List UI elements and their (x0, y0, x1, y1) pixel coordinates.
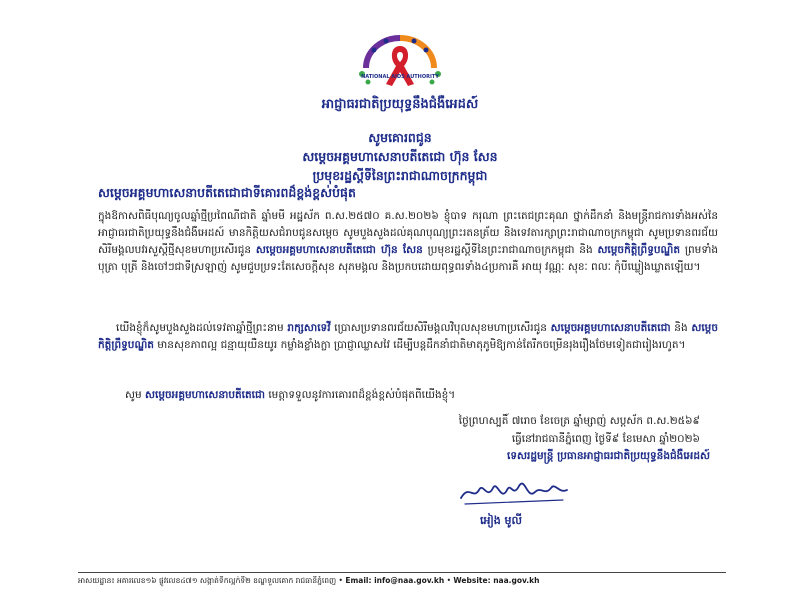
footer-divider (78, 572, 726, 573)
p2-text-b: ប្រោសប្រទានពរជ័យសិរីមង្គលវិបុលសុខមហាប្រសើរជូន (334, 322, 547, 334)
paragraph-1 (98, 208, 718, 276)
p2-name-2: សម្តេចកិត្តិព្រឹទ្ធបណ្ឌិត (98, 322, 719, 351)
recipient-block (0, 128, 800, 185)
logo-caption: NATIONAL AIDS AUTHORITY (361, 74, 439, 80)
p2-text-c: និង (674, 322, 688, 334)
recipient-title: ប្រមុខរដ្ឋស្តីទីនៃព្រះរាជាណាចក្រកម្ពុជា (312, 168, 488, 183)
p1-name-2: សម្តេចកិត្តិព្រឹទ្ធបណ្ឌិត (597, 244, 681, 256)
p1-text-c: ព្រមទាំងបុត្រា បុត្រី និងចៅៗជាទីស្រឡាញ់ សូមជួបប្រទះតែសេចក្តីសុខ សុភមង្គល និងប្រកបដោយពុទ្ធពរទាំង៤ប្រការគឺ អាយុ វណ្ណៈ សុខៈ ពលៈ កុំបីឃ្លៀងឃ្លាតឡើយ។ (98, 244, 718, 273)
p2-text-d: មានសុខភាពល្អ ជន្មាយុយឺនយូរ កម្លាំងខ្លាំងក្លា ប្រាជ្ញាឈ្លាសវៃ ដើម្បីបន្តដឹកនាំជាតិមាតុភូមិឱ្យកាន់តែរីកចម្រើនរុងរឿងថែមទៀតជារៀងរហូត។ (157, 339, 686, 351)
letter-heading: សម្តេចអគ្គមហាសេនាបតីតេជោជាទីគោរពដ៏ខ្ពង់ខ្ពស់បំផុត (98, 185, 356, 200)
p1-text-a: ក្នុងឱកាសពិធីបុណ្យចូលឆ្នាំថ្មីប្រពៃណីជាតិ ឆ្នាំមមី អដ្ឋស័ក ព.ស.២៥៧០ គ.ស.២០២៦ ខ្ញុំបាទ ករុណា ព្រះតេជព្រះគុណ ថ្នាក់ដឹកនាំ និងមន្ត្រីរាជការទាំងអស់នៃអាជ្ញាធរជាតិប្រយុទ្ធនឹងជំងឺអេដស៍ មានកិត្តិយសជំរាបជូនសម្តេច សូមបួងសួងដល់គុណបុណ្យព្រះរតនត្រ័យ និងទេវតារក្សាព្រះរាជាណាចក្រកម្ពុជា សូមប្រទានពរជ័យសិរីមង្គលបវរសួស្តីថ្មីសុខមហាប្រសើរជូន (98, 210, 718, 256)
signer-title: ទេសរដ្ឋមន្ត្រី ប្រធានអាជ្ញាធរជាតិប្រយុទ្ធនឹងជំងឺអេដស៍ (507, 450, 710, 462)
paragraph-2 (98, 320, 718, 354)
p1-name-1: សម្តេចអគ្គមហាសេនាបតីតេជោ ហ៊ុន សែន (255, 244, 423, 256)
footer-address: អាសយដ្ឋាន៖ អគារលេខ១៦ ផ្លូវលេខ៤៧១ សង្កាត់ទឹកល្អក់ទី២ ខណ្ឌទួលគោក រាជធានីភ្នំពេញ • (78, 576, 343, 585)
footer-separator: • (446, 576, 452, 585)
footer (78, 576, 726, 587)
closing-text-a: សូម (125, 389, 142, 401)
handwritten-signature-icon (455, 470, 575, 510)
p2-new-year-angel: រាក្សសាទេវី (287, 322, 331, 334)
organization-name: អាជ្ញាធរជាតិប្រយុទ្ធនឹងជំងឺអេដស៍ (321, 97, 479, 112)
recipient-salutation: សូមគោរពជូន (368, 130, 432, 145)
p1-text-b: ប្រមុខរដ្ឋស្តីទីនៃព្រះរាជាណាចក្រកម្ពុជា និង (427, 244, 593, 256)
signer-name: អៀង មូលី (480, 514, 523, 527)
closing-line (125, 389, 725, 404)
red-ribbon-icon (352, 28, 448, 98)
date-solar: ធ្វើនៅរាជធានីភ្នំពេញ ថ្ងៃទី៩ ខែមេសា ឆ្នាំ២០២៦ (511, 433, 700, 445)
footer-email-link[interactable]: Email: info@naa.gov.kh (345, 576, 445, 585)
recipient-name: សម្តេចអគ្គមហាសេនាបតីតេជោ ហ៊ុន សែន (302, 149, 498, 164)
date-lunar: ថ្ងៃព្រហស្បតិ៍ ៧រោច ខែចេត្រ ឆ្នាំម្សាញ់ សប្តស័ក ព.ស.២៥៦៩ (458, 415, 700, 427)
p2-name-1: សម្តេចអគ្គមហាសេនាបតីតេជោ (550, 322, 671, 334)
footer-website-link[interactable]: Website: naa.gov.kh (453, 576, 540, 585)
signature-image (455, 470, 575, 510)
closing-text-b: មេត្តាទទួលនូវការគោរពដ៏ខ្ពង់ខ្ពស់បំផុតពីយើងខ្ញុំ។ (268, 389, 456, 401)
naa-logo (352, 28, 448, 98)
p2-text-a: យើងខ្ញុំក៏សូមបួងសួងដល់ទេវតាឆ្នាំថ្មីព្រះនាម (116, 322, 284, 334)
closing-name: សម្តេចអគ្គមហាសេនាបតីតេជោ (145, 389, 265, 401)
